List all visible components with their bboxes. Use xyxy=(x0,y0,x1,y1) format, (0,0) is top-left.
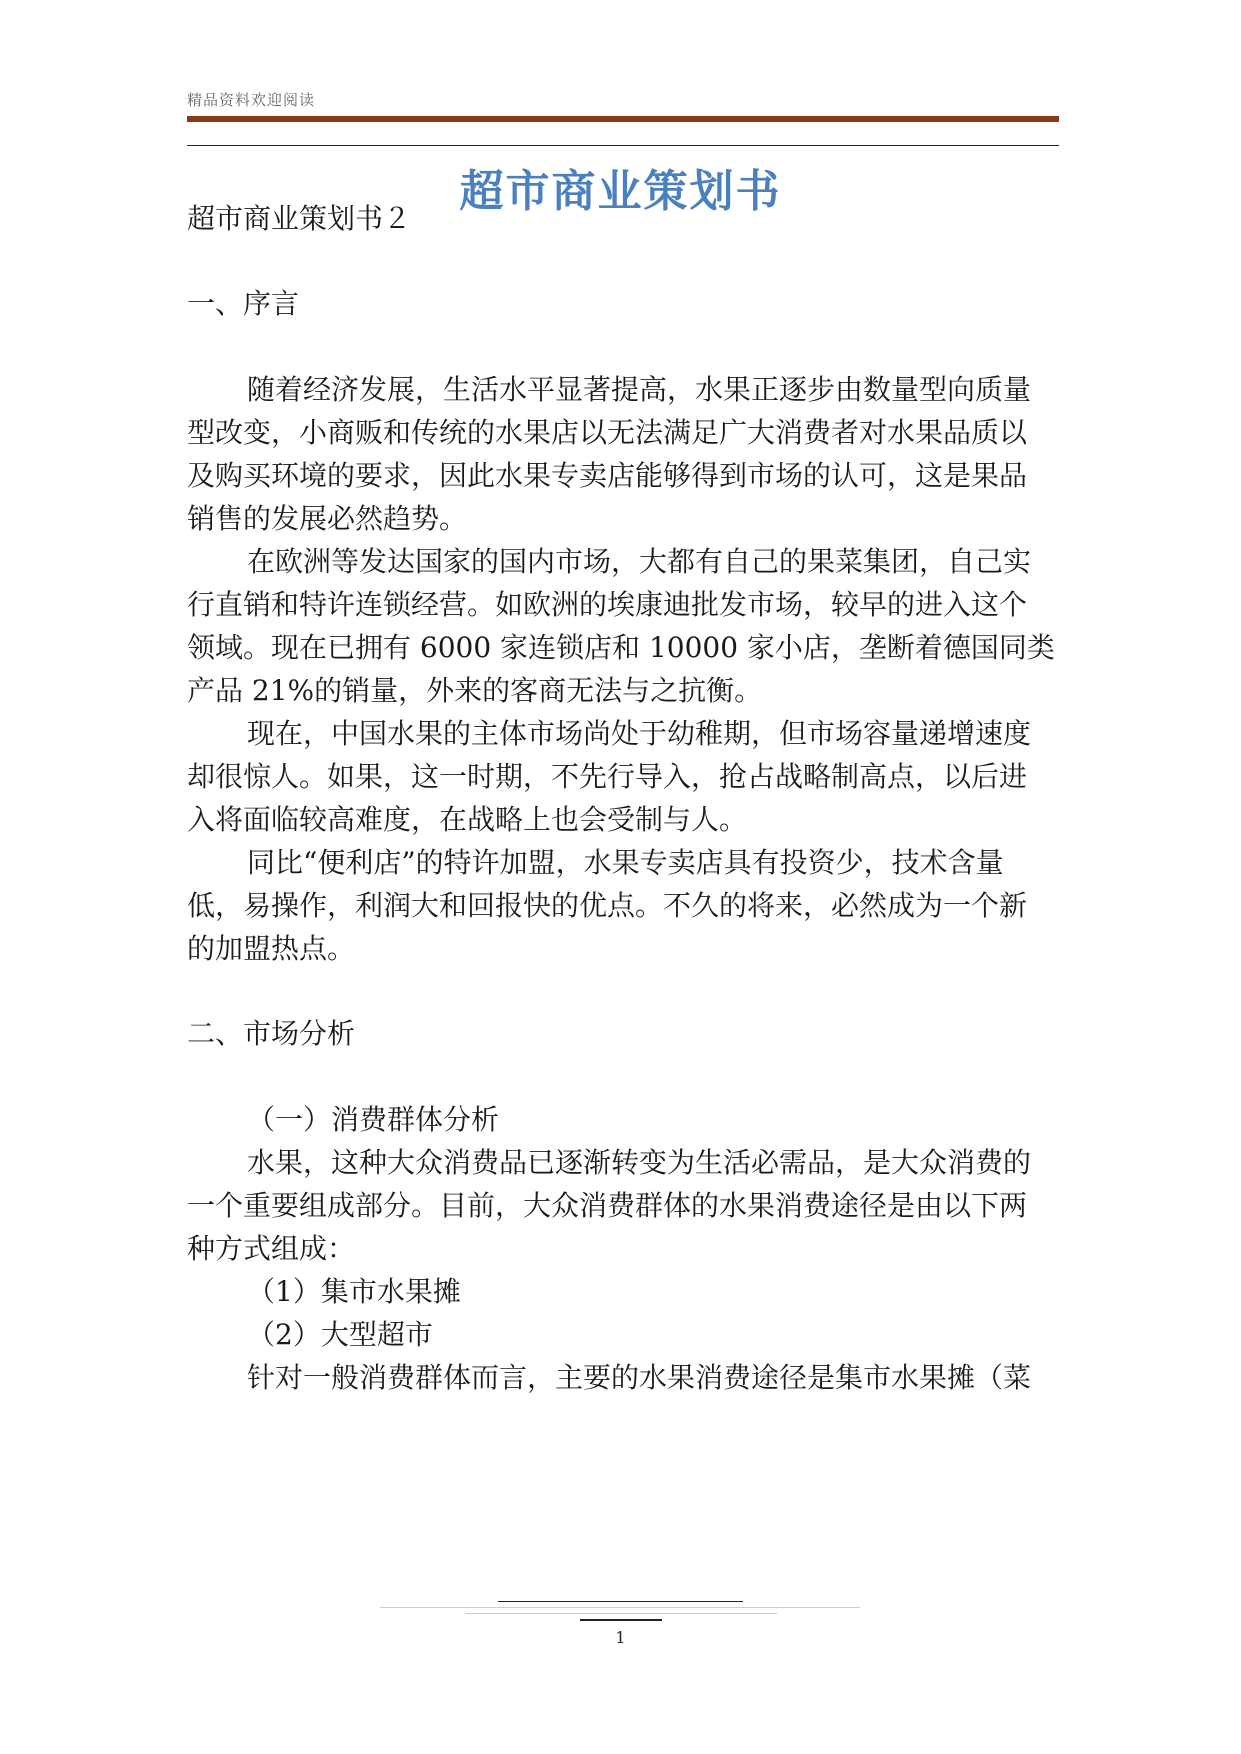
paragraph-line: 及购买环境的要求，因此水果专卖店能够得到市场的认可，这是果品 xyxy=(187,459,1028,492)
paragraph-line: 却很惊人。如果，这一时期，不先行导入，抢占战略制高点，以后进 xyxy=(187,760,1028,793)
paragraph-line: 种方式组成： xyxy=(187,1232,356,1265)
document-title: 超市商业策划书 xyxy=(459,166,782,217)
page-number: 1 xyxy=(615,1628,626,1647)
footer-rule xyxy=(465,1613,777,1614)
section-heading-preface: 一、序言 xyxy=(187,287,300,320)
paragraph-line: 型改变，小商贩和传统的水果店以无法满足广大消费者对水果品质以 xyxy=(187,416,1028,449)
list-item: （2）大型超市 xyxy=(247,1318,433,1351)
paragraph-line: 同比“便利店”的特许加盟，水果专卖店具有投资少，技术含量 xyxy=(247,846,1004,879)
section-heading-market: 二、市场分析 xyxy=(187,1017,356,1050)
paragraph-line: 产品 21%的销量，外来的客商无法与之抗衡。 xyxy=(187,674,763,707)
subtitle: 超市商业策划书２ xyxy=(187,202,412,235)
paragraph-line: 在欧洲等发达国家的国内市场，大都有自己的果菜集团，自己实 xyxy=(247,545,1032,578)
footer-mark xyxy=(580,1619,662,1621)
paragraph-line: 行直销和特许连锁经营。如欧洲的埃康迪批发市场，较早的进入这个 xyxy=(187,588,1028,621)
paragraph-line: 针对一般消费群体而言，主要的水果消费途径是集市水果摊（菜 xyxy=(247,1361,1032,1394)
paragraph-line: 低，易操作，利润大和回报快的优点。不久的将来，必然成为一个新 xyxy=(187,889,1028,922)
paragraph-line: 领域。现在已拥有 6000 家连锁店和 10000 家小店，垄断着德国同类 xyxy=(187,631,1055,664)
list-item: （1）集市水果摊 xyxy=(247,1275,461,1308)
paragraph-line: 销售的发展必然趋势。 xyxy=(187,502,468,535)
paragraph-line: 现在，中国水果的主体市场尚处于幼稚期，但市场容量递增速度 xyxy=(247,717,1032,750)
subsection-heading: （一）消费群体分析 xyxy=(247,1103,500,1136)
footer-rule xyxy=(498,1601,743,1602)
footer-rule xyxy=(380,1607,860,1608)
page-header: 精品资料欢迎阅读 xyxy=(187,91,316,109)
paragraph-line: 入将面临较高难度，在战略上也会受制与人。 xyxy=(187,803,748,836)
paragraph-line: 随着经济发展，生活水平显著提高，水果正逐步由数量型向质量 xyxy=(247,373,1032,406)
paragraph-line: 一个重要组成部分。目前，大众消费群体的水果消费途径是由以下两 xyxy=(187,1189,1028,1222)
header-rule-thin xyxy=(187,145,1059,146)
paragraph-line: 的加盟热点。 xyxy=(187,932,356,965)
paragraph-line: 水果，这种大众消费品已逐渐转变为生活必需品，是大众消费的 xyxy=(247,1146,1032,1179)
header-rule-thick xyxy=(187,116,1059,122)
